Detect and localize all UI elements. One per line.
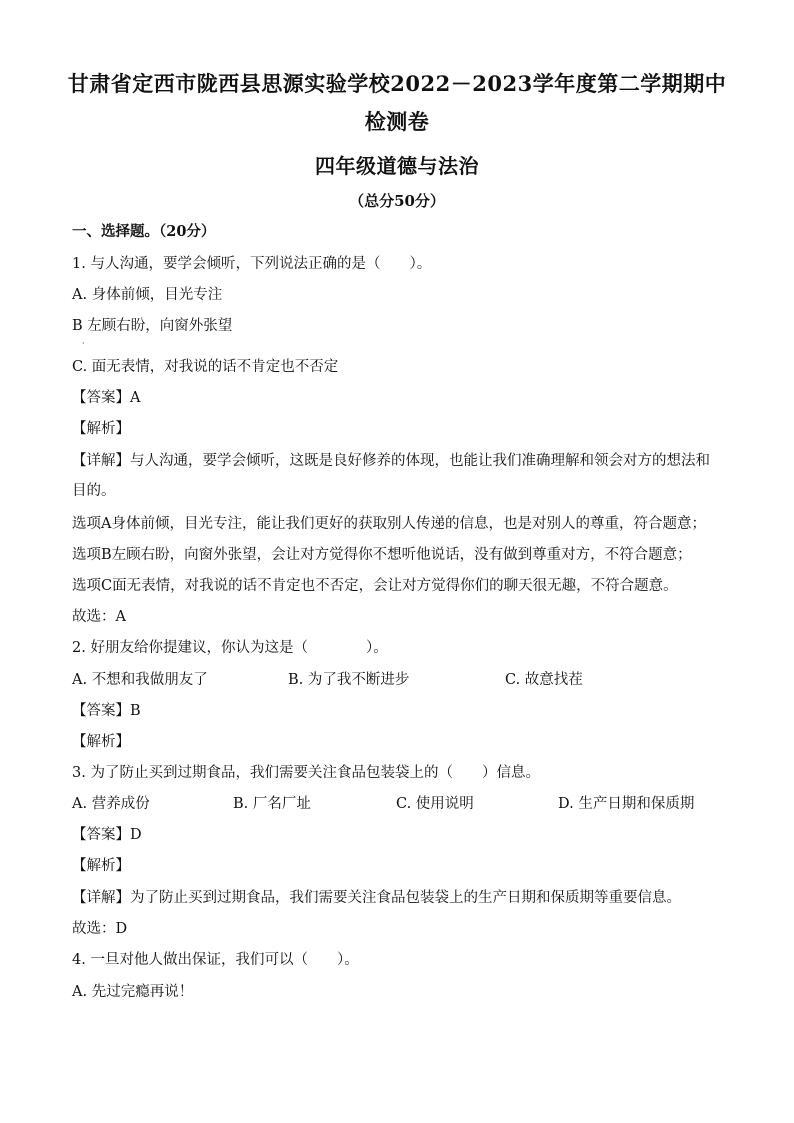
- exam-title-line2: 检测卷: [364, 109, 430, 134]
- q2-option-a: A. 不想和我做朋友了: [72, 672, 208, 688]
- score-note: （总分50分）: [349, 192, 445, 210]
- q3-stem: 3. 为了防止买到过期食品，我们需要关注食品包装袋上的（ ）信息。: [72, 765, 540, 781]
- q1-answer: 【答案】A: [72, 390, 141, 406]
- q3-analysis-label: 【解析】: [72, 858, 130, 874]
- q3-answer: 【答案】D: [72, 827, 142, 843]
- q1-detail: 【详解】与人沟通，要学会倾听，这既是良好修养的体现，也能让我们准确理解和领会对方的想法和目的。: [72, 453, 710, 499]
- q4-stem: 4. 一旦对他人做出保证，我们可以（ ）。: [72, 952, 359, 968]
- q1-explain-c: 选项C面无表情，对我说的话不肯定也不否定，会让对方觉得你们的聊天很无趣，不符合题意。: [72, 578, 678, 594]
- q2-stem: 2. 好朋友给你提建议，你认为这是（ ）。: [72, 640, 388, 656]
- q3-option-a: A. 营养成份: [72, 796, 150, 812]
- q3-option-d: D. 生产日期和保质期: [558, 796, 695, 812]
- exam-title-line1: 甘肃省定西市陇西县思源实验学校2022－2023学年度第二学期期中: [67, 71, 727, 96]
- q3-option-c: C. 使用说明: [396, 796, 474, 812]
- q1-stem: 1. 与人沟通，要学会倾听，下列说法正确的是（ ）。: [72, 256, 432, 272]
- q1-option-a: A. 身体前倾，目光专注: [72, 287, 223, 303]
- q3-detail: 【详解】为了防止买到过期食品，我们需要关注食品包装袋上的生产日期和保质期等重要信息。: [72, 890, 681, 906]
- q2-option-c: C. 故意找茬: [505, 672, 583, 688]
- q1-explain-a: 选项A身体前倾，目光专注，能让我们更好的获取别人传递的信息，也是对别人的尊重，符合题意；: [72, 516, 706, 532]
- q3-option-b: B. 厂名厂址: [233, 796, 311, 812]
- q1-explain-b: 选项B左顾右盼，向窗外张望，会让对方觉得你不想听他说话，没有做到尊重对方，不符合题意；: [72, 547, 692, 563]
- q2-answer: 【答案】B: [72, 703, 141, 719]
- q2-analysis-label: 【解析】: [72, 734, 130, 750]
- q2-option-b: B. 为了我不断进步: [288, 672, 410, 688]
- q1-choice: 故选：A: [72, 609, 126, 625]
- q4-option-a: A. 先过完瘾再说！: [72, 984, 194, 1000]
- section-heading: 一、选择题。（20分）: [72, 223, 216, 240]
- q3-choice: 故选：D: [72, 921, 128, 937]
- subject-title: 四年级道德与法治: [315, 154, 479, 178]
- stray-dot: ·: [82, 339, 85, 348]
- q1-option-b: B 左顾右盼，向窗外张望: [72, 318, 233, 334]
- q1-analysis-label: 【解析】: [72, 421, 130, 437]
- q1-option-c: C. 面无表情，对我说的话不肯定也不否定: [72, 359, 339, 375]
